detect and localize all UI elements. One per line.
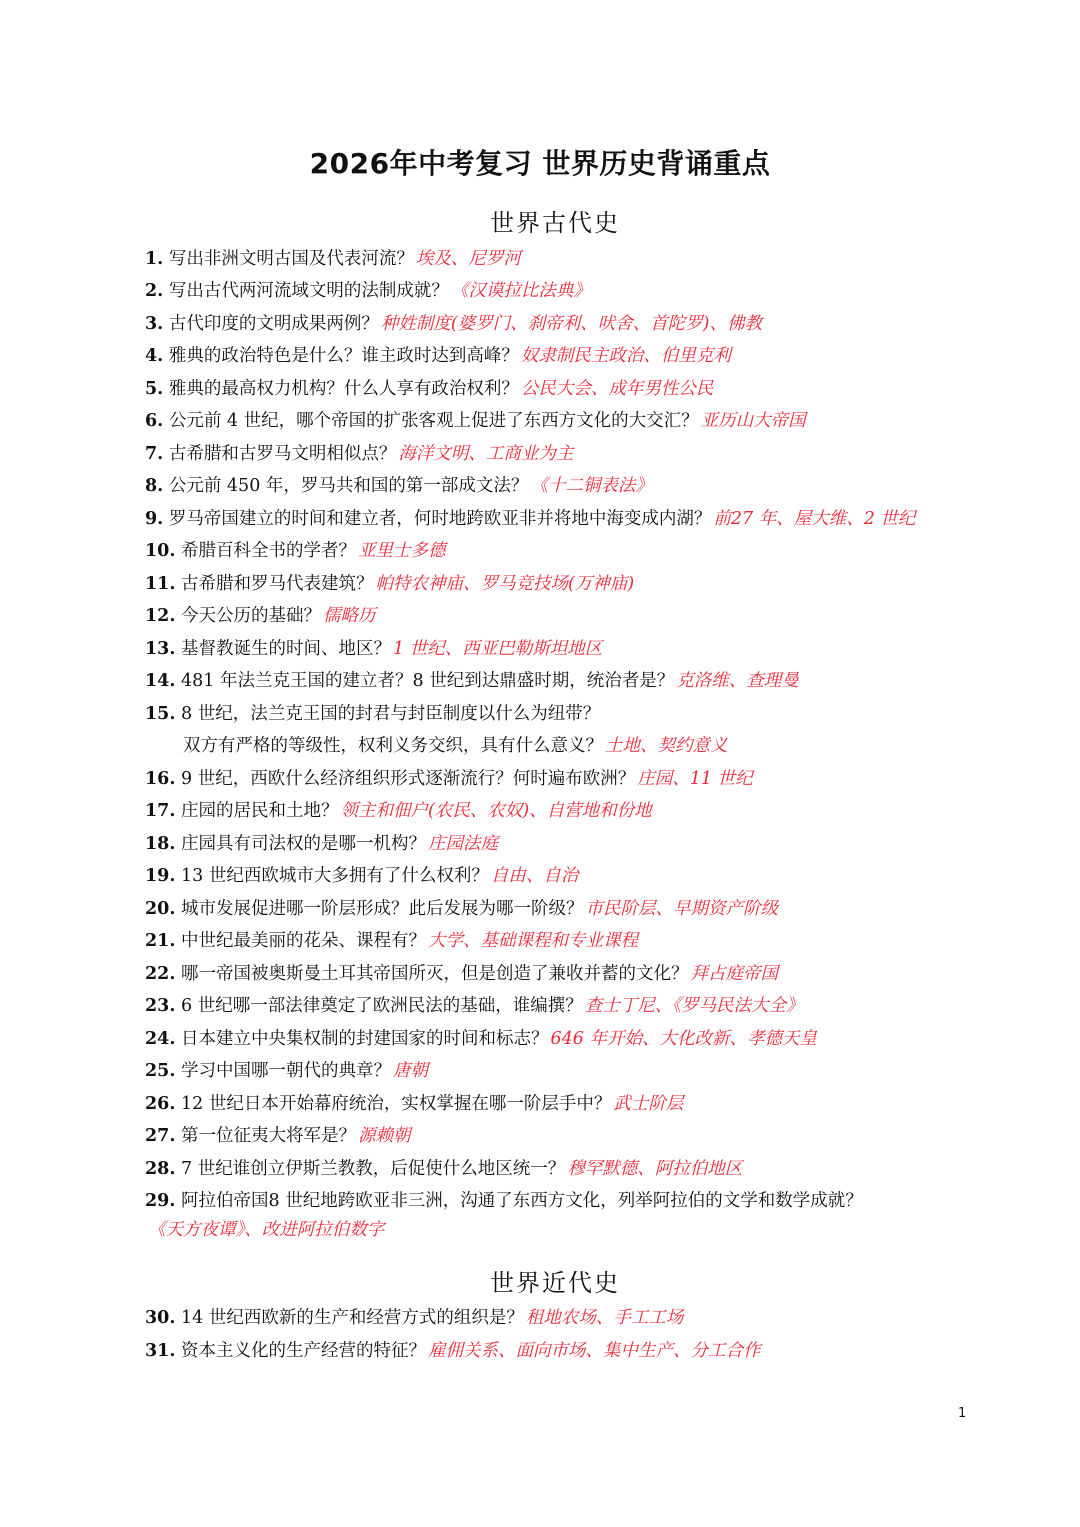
answer-text: 自由、自治 <box>490 866 579 886</box>
question-item <box>145 767 1040 791</box>
answer-text: 《十二铜表法》 <box>530 476 653 496</box>
question-item <box>145 637 1040 661</box>
question-15-continuation <box>183 734 728 758</box>
answer-text: 种姓制度(婆罗门、刹帝利、吠舍、首陀罗)、佛教 <box>380 314 763 334</box>
question-text: 6 世纪哪一部法律奠定了欧洲民法的基础，谁编撰？ <box>181 996 583 1016</box>
question-number: 31. <box>145 1341 176 1361</box>
question-text: 481 年法兰克王国的建立者？8 世纪到达鼎盛时期，统治者是？ <box>181 671 675 691</box>
question-item <box>145 962 1040 986</box>
question-item <box>145 669 1040 693</box>
question-item <box>145 572 1040 596</box>
question-text: 罗马帝国建立的时间和建立者，何时地跨欧亚非并将地中海变成内湖？ <box>168 509 712 529</box>
question-text: 庄园具有司法权的是哪一机构？ <box>181 834 427 854</box>
page-number: 1 <box>958 1406 967 1421</box>
answer-text: 雇佣关系、面向市场、集中生产、分工合作 <box>428 1341 761 1361</box>
answer-text: 大学、基础课程和专业课程 <box>428 931 639 951</box>
section-heading-ancient: 世界古代史 <box>490 209 620 237</box>
page-title: 2026年中考复习 世界历史背诵重点 <box>309 147 771 180</box>
question-number: 23. <box>145 996 176 1016</box>
question-item <box>145 604 1040 628</box>
question-number: 9. <box>145 509 164 529</box>
question-text: 雅典的最高权力机构？什么人享有政治权利？ <box>168 379 519 399</box>
answer-text: 穆罕默德、阿拉伯地区 <box>567 1159 743 1179</box>
answer-text: 儒略历 <box>323 606 376 626</box>
answer-text: 公民大会、成年男性公民 <box>520 379 714 399</box>
answer-text: 亚里士多德 <box>358 541 446 561</box>
question-number: 29. <box>145 1191 176 1211</box>
question-text: 9 世纪，西欧什么经济组织形式逐渐流行？何时遍布欧洲？ <box>181 769 636 789</box>
question-item <box>145 409 1040 433</box>
question-number: 20. <box>145 899 176 919</box>
question-item <box>145 897 1040 921</box>
answer-text: 646 年开始、大化改新、孝德天皇 <box>550 1029 817 1049</box>
question-number: 14. <box>145 671 176 691</box>
question-number: 3. <box>145 314 164 334</box>
answer-text: 庄园法庭 <box>428 834 499 854</box>
question-number: 30. <box>145 1308 176 1328</box>
question-item <box>145 247 1040 271</box>
question-text: 8 世纪，法兰克王国的封君与封臣制度以什么为纽带？ <box>181 704 601 724</box>
question-number: 2. <box>145 281 164 301</box>
question-item <box>145 377 1040 401</box>
question-text: 庄园的居民和土地？ <box>181 801 339 821</box>
answer-text: 唐朝 <box>393 1061 429 1081</box>
question-text: 基督教诞生的时间、地区？ <box>181 639 392 659</box>
question-item <box>145 1124 1040 1148</box>
question-item <box>145 1157 1040 1181</box>
question-text: 城市发展促进哪一阶层形成？此后发展为哪一阶级？ <box>181 899 584 919</box>
question-number: 7. <box>145 444 164 464</box>
question-item <box>145 507 1040 531</box>
question-text: 13 世纪西欧城市大多拥有了什么权利？ <box>181 866 489 886</box>
question-item <box>145 1092 1040 1116</box>
answer-text: 克洛维、查理曼 <box>676 671 799 691</box>
question-text: 资本主义化的生产经营的特征？ <box>181 1341 427 1361</box>
question-item <box>145 702 1040 726</box>
question-item <box>145 442 1040 466</box>
question-number: 15. <box>145 704 176 724</box>
answer-text: 前27 年、屋大维、2 世纪 <box>713 509 916 529</box>
question-number: 24. <box>145 1029 176 1049</box>
question-number: 11. <box>145 574 176 594</box>
answer-text: 查士丁尼、《罗马民法大全》 <box>584 996 804 1016</box>
question-text: 日本建立中央集权制的封建国家的时间和标志？ <box>181 1029 549 1049</box>
question-text: 哪一帝国被奥斯曼土耳其帝国所灭，但是创造了兼收并蓄的文化？ <box>181 964 689 984</box>
question-text: 雅典的政治特色是什么？谁主政时达到高峰？ <box>168 346 519 366</box>
answer-text: 海洋文明、工商业为主 <box>398 444 574 464</box>
question-text: 双方有严格的等级性，权利义务交织，具有什么意义？ <box>183 736 603 756</box>
question-number: 10. <box>145 541 176 561</box>
question-text: 古希腊和罗马代表建筑？ <box>181 574 374 594</box>
question-item <box>145 312 1040 336</box>
question-number: 16. <box>145 769 176 789</box>
question-number: 18. <box>145 834 176 854</box>
question-text: 12 世纪日本开始幕府统治，实权掌握在哪一阶层手中？ <box>181 1094 612 1114</box>
question-text: 14 世纪西欧新的生产和经营方式的组织是？ <box>181 1308 524 1328</box>
question-text: 公元前 4 世纪，哪个帝国的扩张客观上促进了东西方文化的大交汇？ <box>168 411 699 431</box>
question-text: 学习中国哪一朝代的典章？ <box>181 1061 392 1081</box>
question-number: 8. <box>145 476 164 496</box>
question-item <box>145 1339 1040 1363</box>
question-item <box>145 1059 1040 1083</box>
question-text: 写出非洲文明古国及代表河流？ <box>168 249 414 269</box>
question-number: 19. <box>145 866 176 886</box>
answer-text: 庄园、11 世纪 <box>637 769 753 789</box>
question-item <box>145 474 1040 498</box>
question-number: 12. <box>145 606 176 626</box>
question-number: 17. <box>145 801 176 821</box>
answer-text: 亚历山大帝国 <box>700 411 806 431</box>
answer-text: 土地、契约意义 <box>605 736 728 756</box>
section-heading-modern: 世界近代史 <box>490 1269 620 1297</box>
answer-text: 领主和佃户(农民、农奴)、自营地和份地 <box>340 801 652 821</box>
question-number: 13. <box>145 639 176 659</box>
answer-text: 帕特农神庙、罗马竞技场(万神庙) <box>375 574 635 594</box>
answer-text: 埃及、尼罗河 <box>415 249 521 269</box>
answer-text: 武士阶层 <box>613 1094 684 1114</box>
question-text: 阿拉伯帝国8 世纪地跨欧亚非三洲，沟通了东西方文化，列举阿拉伯的文学和数学成就？ <box>181 1191 863 1211</box>
question-text: 公元前 450 年，罗马共和国的第一部成文法？ <box>168 476 529 496</box>
question-29-answer: 《天方夜谭》、改进阿拉伯数字 <box>148 1220 385 1240</box>
question-item <box>145 1189 1040 1213</box>
question-item <box>145 832 1040 856</box>
question-item <box>145 799 1040 823</box>
answer-text: 市民阶层、早期资产阶级 <box>585 899 779 919</box>
question-number: 21. <box>145 931 176 951</box>
question-text: 古希腊和古罗马文明相似点？ <box>168 444 397 464</box>
question-item <box>145 1027 1040 1051</box>
question-number: 4. <box>145 346 164 366</box>
question-item <box>145 864 1040 888</box>
question-number: 27. <box>145 1126 176 1146</box>
answer-text: 1 世纪、西亚巴勒斯坦地区 <box>393 639 603 659</box>
question-number: 26. <box>145 1094 176 1114</box>
answer-text: 《汉谟拉比法典》 <box>450 281 591 301</box>
question-number: 6. <box>145 411 164 431</box>
question-item <box>145 1306 1040 1330</box>
question-text: 第一位征夷大将军是？ <box>181 1126 357 1146</box>
question-text: 希腊百科全书的学者？ <box>181 541 357 561</box>
question-number: 28. <box>145 1159 176 1179</box>
question-text: 写出古代两河流域文明的法制成就？ <box>168 281 449 301</box>
question-text: 7 世纪谁创立伊斯兰教教，后促使什么地区统一？ <box>181 1159 566 1179</box>
question-item <box>145 279 1040 303</box>
question-number: 22. <box>145 964 176 984</box>
answer-text: 拜占庭帝国 <box>690 964 779 984</box>
question-number: 1. <box>145 249 164 269</box>
question-text: 今天公历的基础？ <box>181 606 322 626</box>
question-number: 25. <box>145 1061 176 1081</box>
question-item <box>145 344 1040 368</box>
question-number: 5. <box>145 379 164 399</box>
answer-text: 奴隶制民主政治、伯里克利 <box>520 346 731 366</box>
question-item <box>145 539 1040 563</box>
question-item <box>145 929 1040 953</box>
question-item <box>145 994 1040 1018</box>
answer-text: 租地农场、手工工场 <box>525 1308 684 1328</box>
answer-text: 源赖朝 <box>358 1126 411 1146</box>
question-text: 中世纪最美丽的花朵、课程有？ <box>181 931 427 951</box>
question-text: 古代印度的文明成果两例？ <box>168 314 379 334</box>
